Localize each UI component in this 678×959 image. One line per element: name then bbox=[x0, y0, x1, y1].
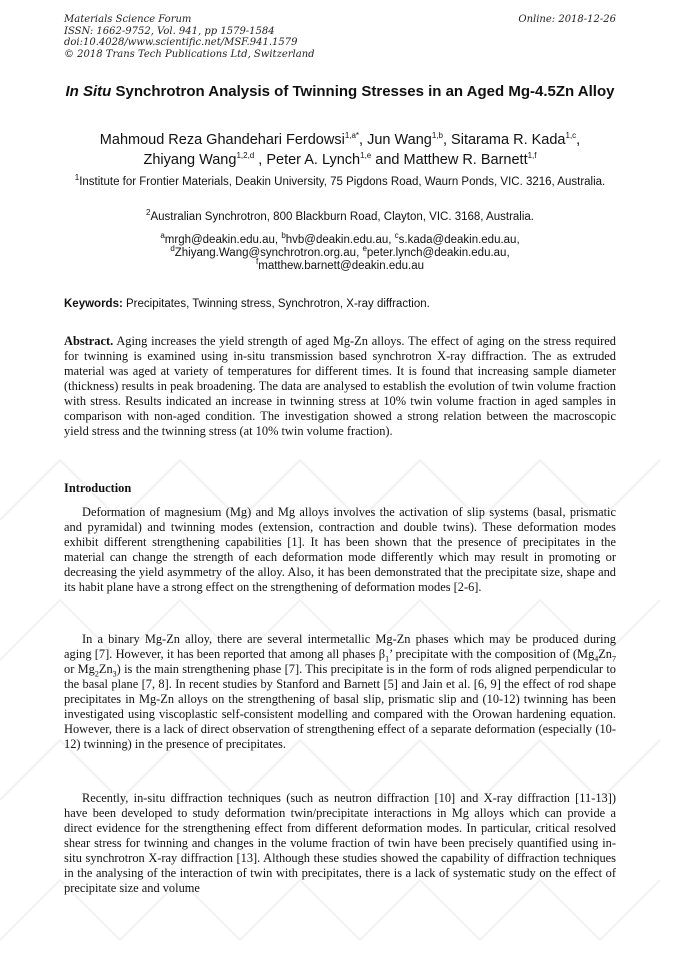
online-date: Online: 2018-12-26 bbox=[518, 14, 616, 25]
author-separator: , bbox=[359, 132, 368, 148]
email-mark: b bbox=[281, 231, 286, 241]
journal-header bbox=[64, 14, 616, 60]
author-affil-mark: 1,e bbox=[360, 151, 372, 161]
affiliation-text: Australian Synchrotron, 800 Blackburn Road, Clayton, VIC. 3168, Australia. bbox=[150, 211, 534, 223]
copyright-line: © 2018 Trans Tech Publications Ltd, Switzerland bbox=[64, 48, 315, 60]
email-mark: d bbox=[170, 244, 175, 254]
subscript: 7 bbox=[612, 654, 616, 664]
paragraph-text: Deformation of magnesium (Mg) and Mg alloys involves the activation of slip systems (basal, prismatic and pyramidal) and twinning modes (extension, contraction and double twins). These deformation modes exhibit different strengthening capabilities [1]. It has been shown that the presence of precipitates in the material can change the strength of each deformation mode differently which may result in promoting or decreasing the yield asymmetry of the alloy. Also, it has been demonstrated that the precipitate size, shape and its habit plane have a strong effect on the strengthening of deformation modes [2-6]. bbox=[64, 505, 616, 594]
author-affil-mark: 1,2,d bbox=[236, 151, 255, 161]
doi-line: doi:10.4028/www.scientific.net/MSF.941.1579 bbox=[64, 37, 298, 48]
paragraph-text: Recently, in-situ diffraction techniques (such as neutron diffraction [10] and X-ray diffraction [11-13]) have been developed to study deformation twin/precipitate interactions in Mg alloys which can provide a direct evidence for the strengthening effect from different deformation modes. In particular, critical resolved shear stress for twinning and changes in the volume fraction of twin have been precisely quantified using in-situ synchrotron X-ray diffraction [13]. Although these studies showed the capability of diffraction techniques in the analysing of the interaction of twin with precipitates, there is a lack of systematic study on the effect of precipitate size and volume bbox=[64, 791, 616, 895]
subscript: 2 bbox=[94, 669, 99, 679]
email-link[interactable]: matthew.barnett@deakin.edu.au bbox=[258, 260, 424, 272]
email-mark: a bbox=[160, 231, 165, 241]
keywords-line bbox=[64, 297, 616, 311]
affiliation-text: Institute for Frontier Materials, Deakin University, 75 Pigdons Road, Waurn Ponds, VIC. 3216, Australia. bbox=[79, 176, 606, 188]
email-link[interactable]: peter.lynch@deakin.edu.au bbox=[366, 247, 507, 259]
author-name: Zhiyang Wang bbox=[143, 152, 237, 168]
author-affil-mark: 1,a* bbox=[344, 131, 360, 141]
subscript: 4 bbox=[594, 654, 599, 664]
email-link[interactable]: hvb@deakin.edu.au bbox=[285, 234, 389, 246]
paragraph-text: In a binary Mg-Zn alloy, there are several intermetallic Mg-Zn phases which may be produced during aging [7]. However, it has been reported that among all phases β bbox=[64, 632, 616, 661]
author-name: Peter A. Lynch bbox=[266, 152, 361, 168]
intro-paragraph-3 bbox=[64, 791, 616, 896]
email-link[interactable]: s.kada@deakin.edu.au bbox=[398, 234, 517, 246]
affiliation-2 bbox=[70, 210, 610, 225]
issn-line: ISSN: 1662-9752, Vol. 941, pp 1579-1584 bbox=[64, 25, 275, 37]
affiliation-mark: 1 bbox=[74, 173, 80, 183]
paragraph-text: Zn bbox=[98, 662, 113, 676]
author-list bbox=[50, 130, 630, 170]
title-italic: In Situ bbox=[65, 83, 112, 100]
abstract-label: Abstract. bbox=[64, 334, 114, 348]
intro-paragraph-2 bbox=[64, 632, 616, 752]
paragraph-text: ) is the main strengthening phase [7]. This precipitate is in the form of rods aligned perpendicular to the basal plane [7, 8]. In recent studies by Stanford and Barnett [5] and Jain et al. [6, 9] the effect of rod shape precipitates in Mg-Zn alloys on the strengthening of basal slip, prismatic slip and (10-12) twinning has been investigated using viscoplastic self-consistent modelling and compared with the Orowan hardening equation. However, there is a lack of direct observation of strengthening effect of a separate deformation (especially (10-12) twinning) in the presence of precipitates. bbox=[64, 662, 616, 751]
intro-paragraph-1 bbox=[64, 505, 616, 595]
section-heading-introduction: Introduction bbox=[64, 481, 132, 495]
author-separator: , bbox=[576, 132, 581, 148]
abstract bbox=[64, 334, 616, 439]
email-mark: e bbox=[362, 244, 367, 254]
author-name: Jun Wang bbox=[367, 132, 432, 148]
keywords-label: Keywords: bbox=[64, 298, 123, 310]
author-name: Matthew R. Barnett bbox=[403, 152, 528, 168]
email-link[interactable]: Zhiyang.Wang@synchrotron.org.au bbox=[174, 247, 357, 259]
keywords-text: Precipitates, Twinning stress, Synchrotron, X-ray diffraction. bbox=[122, 298, 430, 310]
abstract-text: Aging increases the yield strength of aged Mg-Zn alloys. The effect of aging on the stress required for twinning is examined using in-situ transmission based synchrotron X-ray diffraction. The as extruded material was aged at variety of temperatures for different times. It is found that increasing sample diameter (thickness) results in peak broadening. The data are analysed to establish the evolution of twin volume fraction with stress. Results indicated an increase in twinning stress at 10% twin volume fraction in aged samples in comparison with non-aged condition. The investigation showed a strong relation between the macroscopic yield stress and the twinning stress (at 10% twin volume fraction). bbox=[64, 334, 616, 438]
subscript: 1 bbox=[385, 654, 390, 664]
author-name: Sitarama R. Kada bbox=[451, 132, 566, 148]
subscript: 3 bbox=[112, 669, 117, 679]
paper-title bbox=[60, 82, 620, 101]
affiliation-1 bbox=[70, 175, 610, 190]
title-rest: Synchrotron Analysis of Twinning Stresses in an Aged Mg-4.5Zn Alloy bbox=[111, 83, 615, 100]
author-affil-mark: 1,f bbox=[527, 151, 537, 161]
email-block: $^a$mrgh@deakin.edu.au, $^b$hvb@deakin.edu.au, $^c$s.kada@deakin.edu.au, $^d$Zhiyang.Wang@synchrotron.org.au, $^e$peter.lynch@deakin.edu.au, $^f$matthew.barnett@deakin.edu.au bbox=[160, 231, 520, 272]
author-name: Mahmoud Reza Ghandehari Ferdowsi bbox=[99, 132, 345, 148]
email-mark: c bbox=[394, 231, 399, 241]
journal-name: Materials Science Forum bbox=[64, 14, 192, 25]
paragraph-text: ’ precipitate with the composition of (Mg bbox=[389, 647, 595, 661]
paragraph-text: Zn bbox=[598, 647, 612, 661]
author-separator: and bbox=[371, 152, 404, 168]
email-link[interactable]: mrgh@deakin.edu.au bbox=[164, 234, 275, 246]
email-mark: f bbox=[256, 257, 259, 267]
author-affil-mark: 1,c bbox=[565, 131, 577, 141]
author-separator: , bbox=[442, 132, 452, 148]
paragraph-text: or Mg bbox=[64, 662, 95, 676]
affiliation-mark: 2 bbox=[146, 208, 151, 218]
author-affil-mark: 1,b bbox=[431, 131, 443, 141]
author-separator: , bbox=[254, 152, 267, 168]
